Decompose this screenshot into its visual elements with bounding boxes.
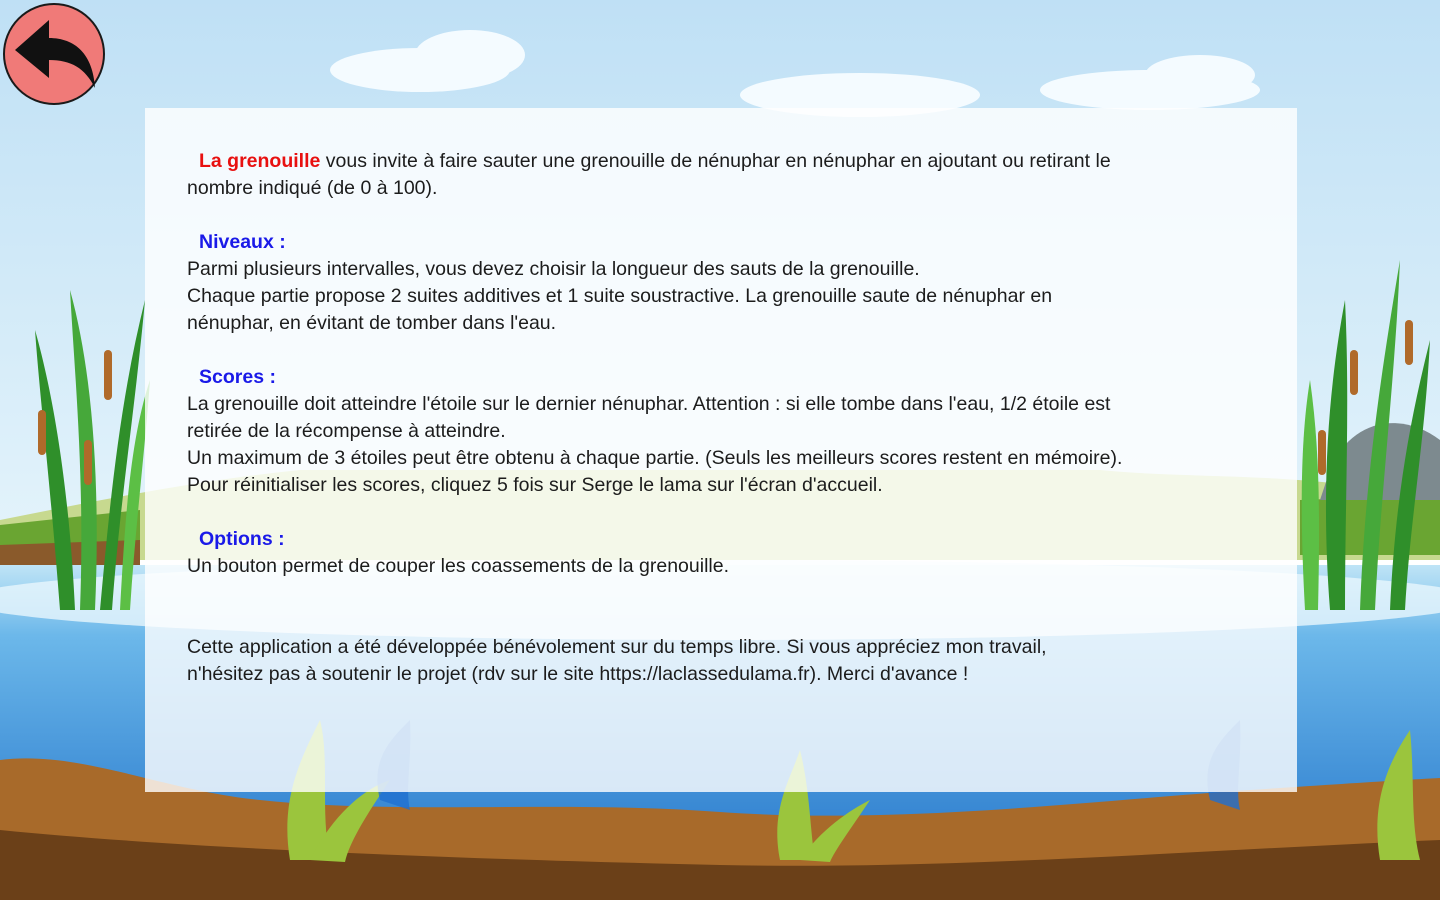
levels-line3: nénuphar, en évitant de tomber dans l'eau. <box>187 312 557 334</box>
scores-heading: Scores : <box>199 366 276 388</box>
options-line1: Un bouton permet de couper les coassements de la grenouille. <box>187 555 729 577</box>
scores-line4: Pour réinitialiser les scores, cliquez 5 fois sur Serge le lama sur l'écran d'accueil. <box>187 474 883 496</box>
scores-line3: Un maximum de 3 étoiles peut être obtenu à chaque partie. (Seuls les meilleurs scores restent en mémoire). <box>187 447 1123 469</box>
back-button[interactable] <box>3 3 105 105</box>
footer-line2: n'hésitez pas à soutenir le projet (rdv sur le site https://laclassedulama.fr). Merci d'avance ! <box>187 663 969 685</box>
scores-line1: La grenouille doit atteindre l'étoile sur le dernier nénuphar. Attention : si elle tombe dans l'eau, 1/2 étoile est <box>187 393 1111 415</box>
curved-back-arrow-icon <box>9 16 99 92</box>
app-name: La grenouille <box>199 150 321 172</box>
levels-line2: Chaque partie propose 2 suites additives et 1 suite soustractive. La grenouille saute de nénuphar en <box>187 285 1053 307</box>
info-panel <box>145 108 1297 792</box>
levels-heading: Niveaux : <box>199 231 286 253</box>
intro-line2: nombre indiqué (de 0 à 100). <box>187 177 438 199</box>
intro-text: vous invite à faire sauter une grenouille de nénuphar en nénuphar en ajoutant ou retirant le <box>320 150 1111 172</box>
options-heading: Options : <box>199 528 285 550</box>
footer-line1: Cette application a été développée bénévolement sur du temps libre. Si vous appréciez mon travail, <box>187 636 1047 658</box>
scores-line2: retirée de la récompense à atteindre. <box>187 420 506 442</box>
intro-line1 <box>187 148 1267 175</box>
levels-line1: Parmi plusieurs intervalles, vous devez choisir la longueur des sauts de la grenouille. <box>187 258 920 280</box>
